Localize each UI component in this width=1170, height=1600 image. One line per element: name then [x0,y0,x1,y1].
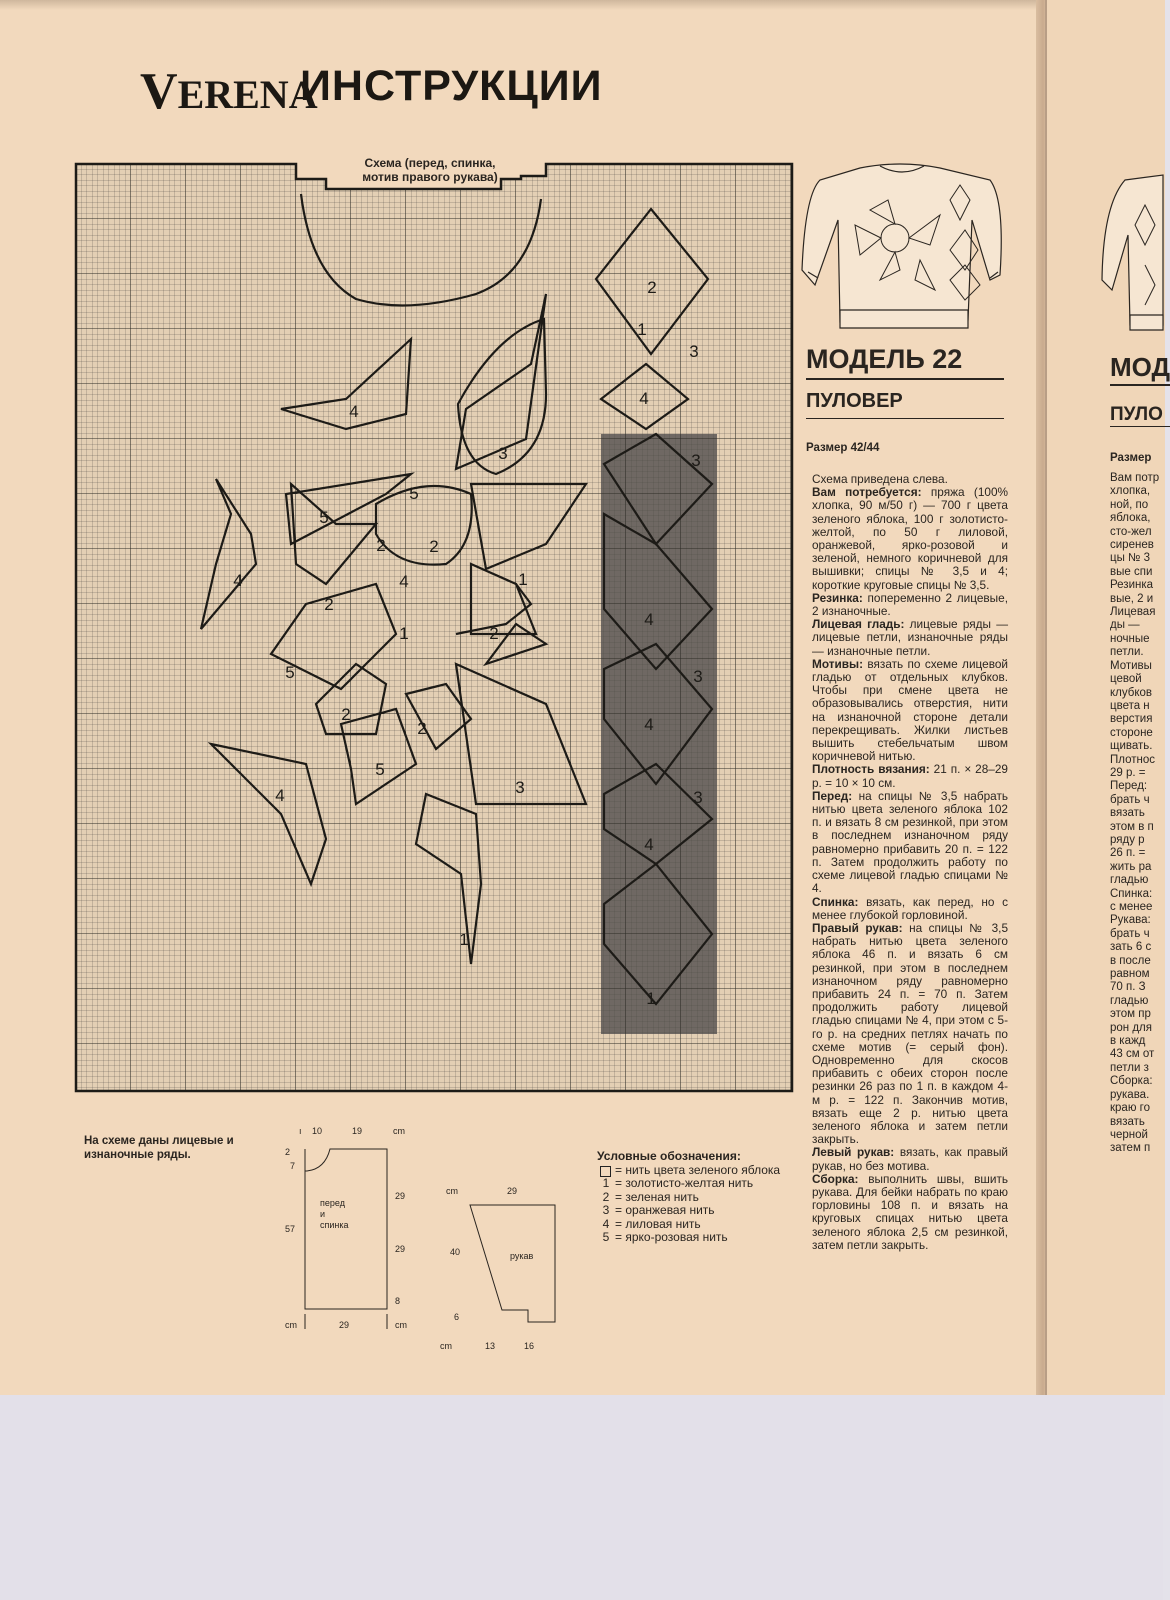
legend-item: 1 = золотисто-желтая нить [602,1176,754,1190]
dim-8: 8 [395,1296,401,1306]
instr-label: Сборка: [812,1171,859,1186]
legend-item: 4 = лиловая нить [602,1216,701,1231]
next-page-size: Размер [1110,452,1152,464]
legend-item: 2 = зеленая нить [602,1189,699,1204]
chart-digit: 2 [341,705,351,724]
chart-digit: 4 [349,402,359,421]
size-label: Размер 42/44 [806,442,880,454]
sleeve-dim-6: 6 [454,1312,460,1322]
instr-text: вязать, как перед, но с менее глубокой горловиной. [812,894,1008,922]
brand-logo: VERENA [140,63,318,120]
chart-digit: 5 [409,484,419,503]
instr-label: Перед: [812,788,853,803]
dim-2: 2 [285,1147,291,1157]
instr-text: вязать по схеме лицевой гладью от отдельных клубков. Чтобы при смене цвета не образовывались отверстия, нити на изнаночной стороне детали перекрещивать. Жилки листьев вышить стебельчатым швом коричневой нитью. [812,656,1009,764]
chart-digit: 4 [639,389,649,408]
instructions-text [812,473,1008,1252]
chart-title-line2: мотив правого рукава) [362,170,498,184]
front-back-label-line3: спинка [320,1220,349,1230]
chart-digit: 2 [324,595,334,614]
instr-text: на спицы № 3,5 набрать нитью цвета зеленого яблока 46 п. и вязать 6 см резинкой, при этом в последнем изнаночном ряду равномерно прибавить 24 п. = 70 п. Затем продолжить работу лицевой гладью спицами № 4, при этом с 5-го р. на средних петлях начать по схеме мотив (= серый фон). Одновременно для скосов прибавить с обеих сторон после резинки 26 раз по 1 п. в каждом 4-м р. = 122 п. Закончив мотив, вязать еще 2 р. нитью цвета зеленого яблока и затем петли закрыть. [812,920,1009,1147]
scan-background [0,1395,1163,1600]
instr-label: Вам потребуется: [812,485,922,500]
instr-text: попеременно 2 лицевые, 2 изнаночные. [812,590,1009,619]
chart-digit: 1 [459,930,469,949]
next-page-item: ПУЛО [1110,404,1163,425]
chart-digit: 3 [515,778,525,797]
divider [806,418,1004,419]
dim-unit: cm [393,1126,405,1136]
divider [1110,426,1170,427]
instr-label: Правый рукав: [812,920,903,935]
dim-19: 19 [352,1126,363,1136]
chart-digit: 2 [647,278,657,297]
instr-text: 21 п. × 28–29 р. = 10 × 10 см. [812,762,1008,790]
legend-item: 3 = оранжевая нить [602,1203,715,1217]
chart-digit: 4 [233,571,243,590]
divider [1110,384,1170,386]
chart-digit: 2 [489,624,499,643]
front-back-label-line2: и [320,1209,326,1219]
chart-digit: 2 [376,536,386,555]
chart-title-line1: Схема (перед, спинка, [364,156,496,170]
chart-digit: 3 [693,667,703,686]
instr-label: Лицевая гладь: [812,617,905,632]
sleeve-dim-40: 40 [450,1247,461,1257]
dim-29c: 29 [339,1320,350,1330]
sleeve-dim-16: 16 [524,1341,535,1351]
sleeve-dim-unit-bottom: cm [440,1341,452,1351]
dim-7: 7 [290,1161,296,1171]
legend-item: 5 = ярко-розовая нить [602,1230,728,1244]
instr-text: на спицы № 3,5 набрать нитью цвета зеленого яблока 102 п. и вязать 8 см резинкой, при этом в последнем изнаночном ряду равномерно прибавить 20 п. = 122 п. Затем продолжить работу по схеме лицевой гладью спицами № 4. [812,788,1008,896]
dim-10: 10 [312,1126,323,1136]
top-shadow [0,0,1060,10]
legend-item: = нить цвета зеленого яблока [597,1164,787,1178]
chart-digit: 4 [644,835,654,854]
legend [597,1150,787,1245]
chart-digit: 5 [285,663,295,682]
chart-digit: 4 [399,572,409,591]
next-page-text: Вам потр хлопка, ной, по яблока, сто-жел сиренев цы № 3 вые спи Резинка вые, 2 и Лицевая ды — ночные петли. Мотивы цевой клубков цвета н верстия стороне щивать. Плотнос 29 р. = Перед: брать ч вязать этом в п ряду р 26 п. = жить ра гладью Спинка: с менее Рукава: брать ч зать 6 с в после равном 70 п. З гладью этом пр рон для в кажд 43 см от петли з Сборка: рукава. краю го вязать черной затем п [1110,472,1160,1155]
knitting-chart [76,164,792,1091]
chart-digit: 5 [319,508,329,527]
chart-digit: 5 [375,760,385,779]
legend-swatch-icon [600,1166,611,1177]
instr-label: Спинка: [812,894,859,909]
chart-note: На схеме даны лицевые и изнаночные ряды. [84,1135,234,1161]
sleeve-label: рукав [510,1251,534,1261]
item-title: ПУЛОВЕР [806,390,903,412]
instr-label: Мотивы: [812,656,864,671]
chart-digit: 1 [637,320,647,339]
dim-unit-bottom: cm [285,1320,297,1330]
sleeve-dim-unit: cm [446,1186,458,1196]
chart-digit: 1 [646,989,656,1008]
instr-text: выполнить швы, вшить рукава. Для бейки набрать по краю горловины 108 п. и вязать на круговых спицах нитью цвета зеленого яблока 2,5 см резинкой, затем петли закрыть. [812,1171,1008,1252]
chart-digit: 3 [691,451,701,470]
chart-digit: 4 [275,786,285,805]
dim-unit-right: cm [395,1320,407,1330]
page-title: ИНСТРУКЦИИ [300,62,603,110]
instr-text: вязать, как правый рукав, но без мотива. [812,1145,1009,1173]
next-page-illustration [1100,175,1163,335]
sleeve-dim-29: 29 [507,1186,518,1196]
chart-digit: 2 [429,537,439,556]
chart-digit: 1 [399,624,409,643]
divider [806,378,1004,380]
chart-digit: 2 [417,719,427,738]
instr-text: Схема приведена слева. [812,472,948,486]
dim-29b: 29 [395,1244,406,1254]
instr-text: лицевые ряды — лицевые петли, изнаночные ряды — изнаночные петли. [812,617,1009,658]
svg-text:ı: ı [299,1126,302,1136]
model-title: МОДЕЛЬ 22 [806,344,963,374]
chart-digit: 4 [644,715,654,734]
next-page-title: МОД [1110,352,1170,382]
sweater-illustration [800,160,1006,335]
chart-digit: 3 [689,342,699,361]
sleeve-schematic [440,1180,570,1355]
chart-digit: 1 [518,570,528,589]
dim-57: 57 [285,1224,296,1234]
instr-text: пряжа (100% хлопка, 90 м/50 г) — 700 г цвета зеленого яблока, 100 г золотисто-желтой, по 50 г лиловой, оранжевой, ярко-розовой и зеленой, немного коричневой для вышивки; спицы № 3,5 и 4; короткие круговые спицы № 3,5. [812,485,1008,592]
chart-digit: 4 [644,610,654,629]
instr-label: Плотность вязания: [812,762,930,777]
chart-digit: 3 [693,788,703,807]
instr-label: Резинка: [812,590,863,605]
front-back-schematic [285,1124,445,1354]
sleeve-dim-13: 13 [485,1341,496,1351]
legend-title: Условные обозначения: [597,1149,741,1163]
dim-29a: 29 [395,1191,406,1201]
instr-label: Левый рукав: [812,1145,895,1160]
front-back-label-line1: перед [320,1198,345,1208]
chart-digit: 3 [498,444,508,463]
